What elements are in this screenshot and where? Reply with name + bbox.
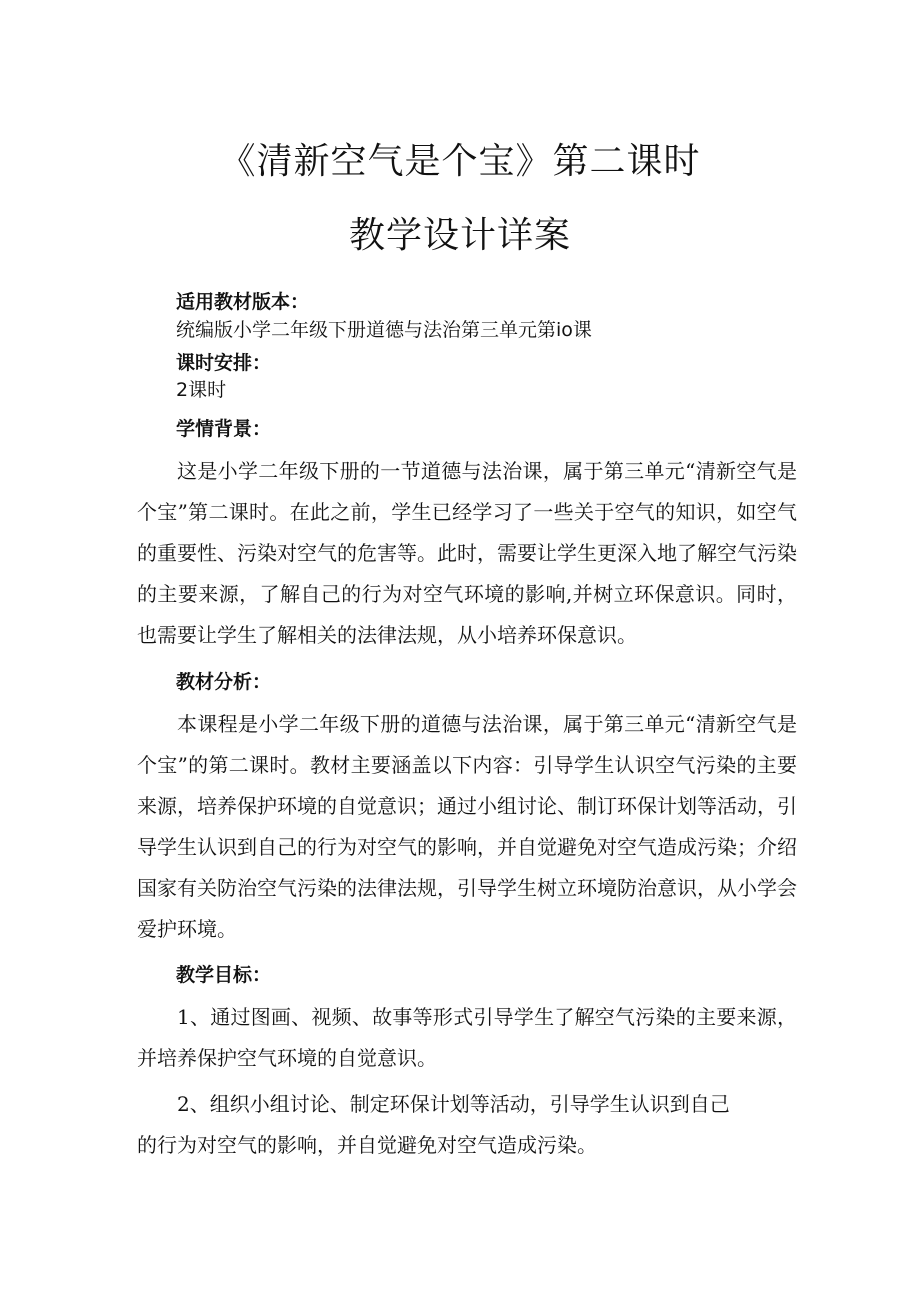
objective-item-1: 1、通过图画、视频、故事等形式引导学生了解空气污染的主要来源，并培养保护空气环境的自觉意识。 — [137, 1005, 797, 1070]
objectives-heading: 教学目标： — [176, 964, 272, 986]
objective-item-2 — [137, 1084, 797, 1166]
objective-item-2-line2: 的行为对空气的影响，并自觉避免对空气造成污染。 — [137, 1133, 597, 1157]
objective-item-2-line1: 2、组织小组讨论、制定环保计划等活动，引导学生认识到自己 — [177, 1092, 730, 1116]
textbook-label: 适用教材版本： — [176, 291, 310, 313]
document-title-line2: 教学设计详案 — [348, 215, 571, 256]
analysis-heading: 教材分析： — [176, 671, 272, 693]
schedule-label: 课时安排： — [176, 352, 272, 374]
document-title-line1: 《清新空气是个宝》第二课时 — [219, 141, 701, 182]
textbook-value: 统编版小学二年级下册道德与法治第三单元第io课 — [176, 319, 592, 341]
analysis-paragraph: 本课程是小学二年级下册的道德与法治课，属于第三单元“清新空气是个宝”的第二课时。教材主要涵盖以下内容：引导学生认识空气污染的主要来源，培养保护环境的自觉意识；通过小组讨论、制订环保计划等活动，引导学生认识到自己的行为对空气的影响，并自觉避免对空气造成污染；介绍国家有关防治空气污染的法律法规，引导学生树立环境防治意识，从小学会爱护环境。 — [137, 712, 797, 941]
background-heading: 学情背景： — [176, 418, 272, 440]
background-paragraph: 这是小学二年级下册的一节道德与法治课，属于第三单元“清新空气是个宝”第二课时。在此之前，学生已经学习了一些关于空气的知识，如空气的重要性、污染对空气的危害等。此时，需要让学生更深入地了解空气污染的主要来源，了解自己的行为对空气环境的影响,并树立环保意识。同时，也需要让学生了解相关的法律法规，从小培养环保意识。 — [137, 459, 797, 647]
schedule-value: 2课时 — [176, 379, 227, 401]
